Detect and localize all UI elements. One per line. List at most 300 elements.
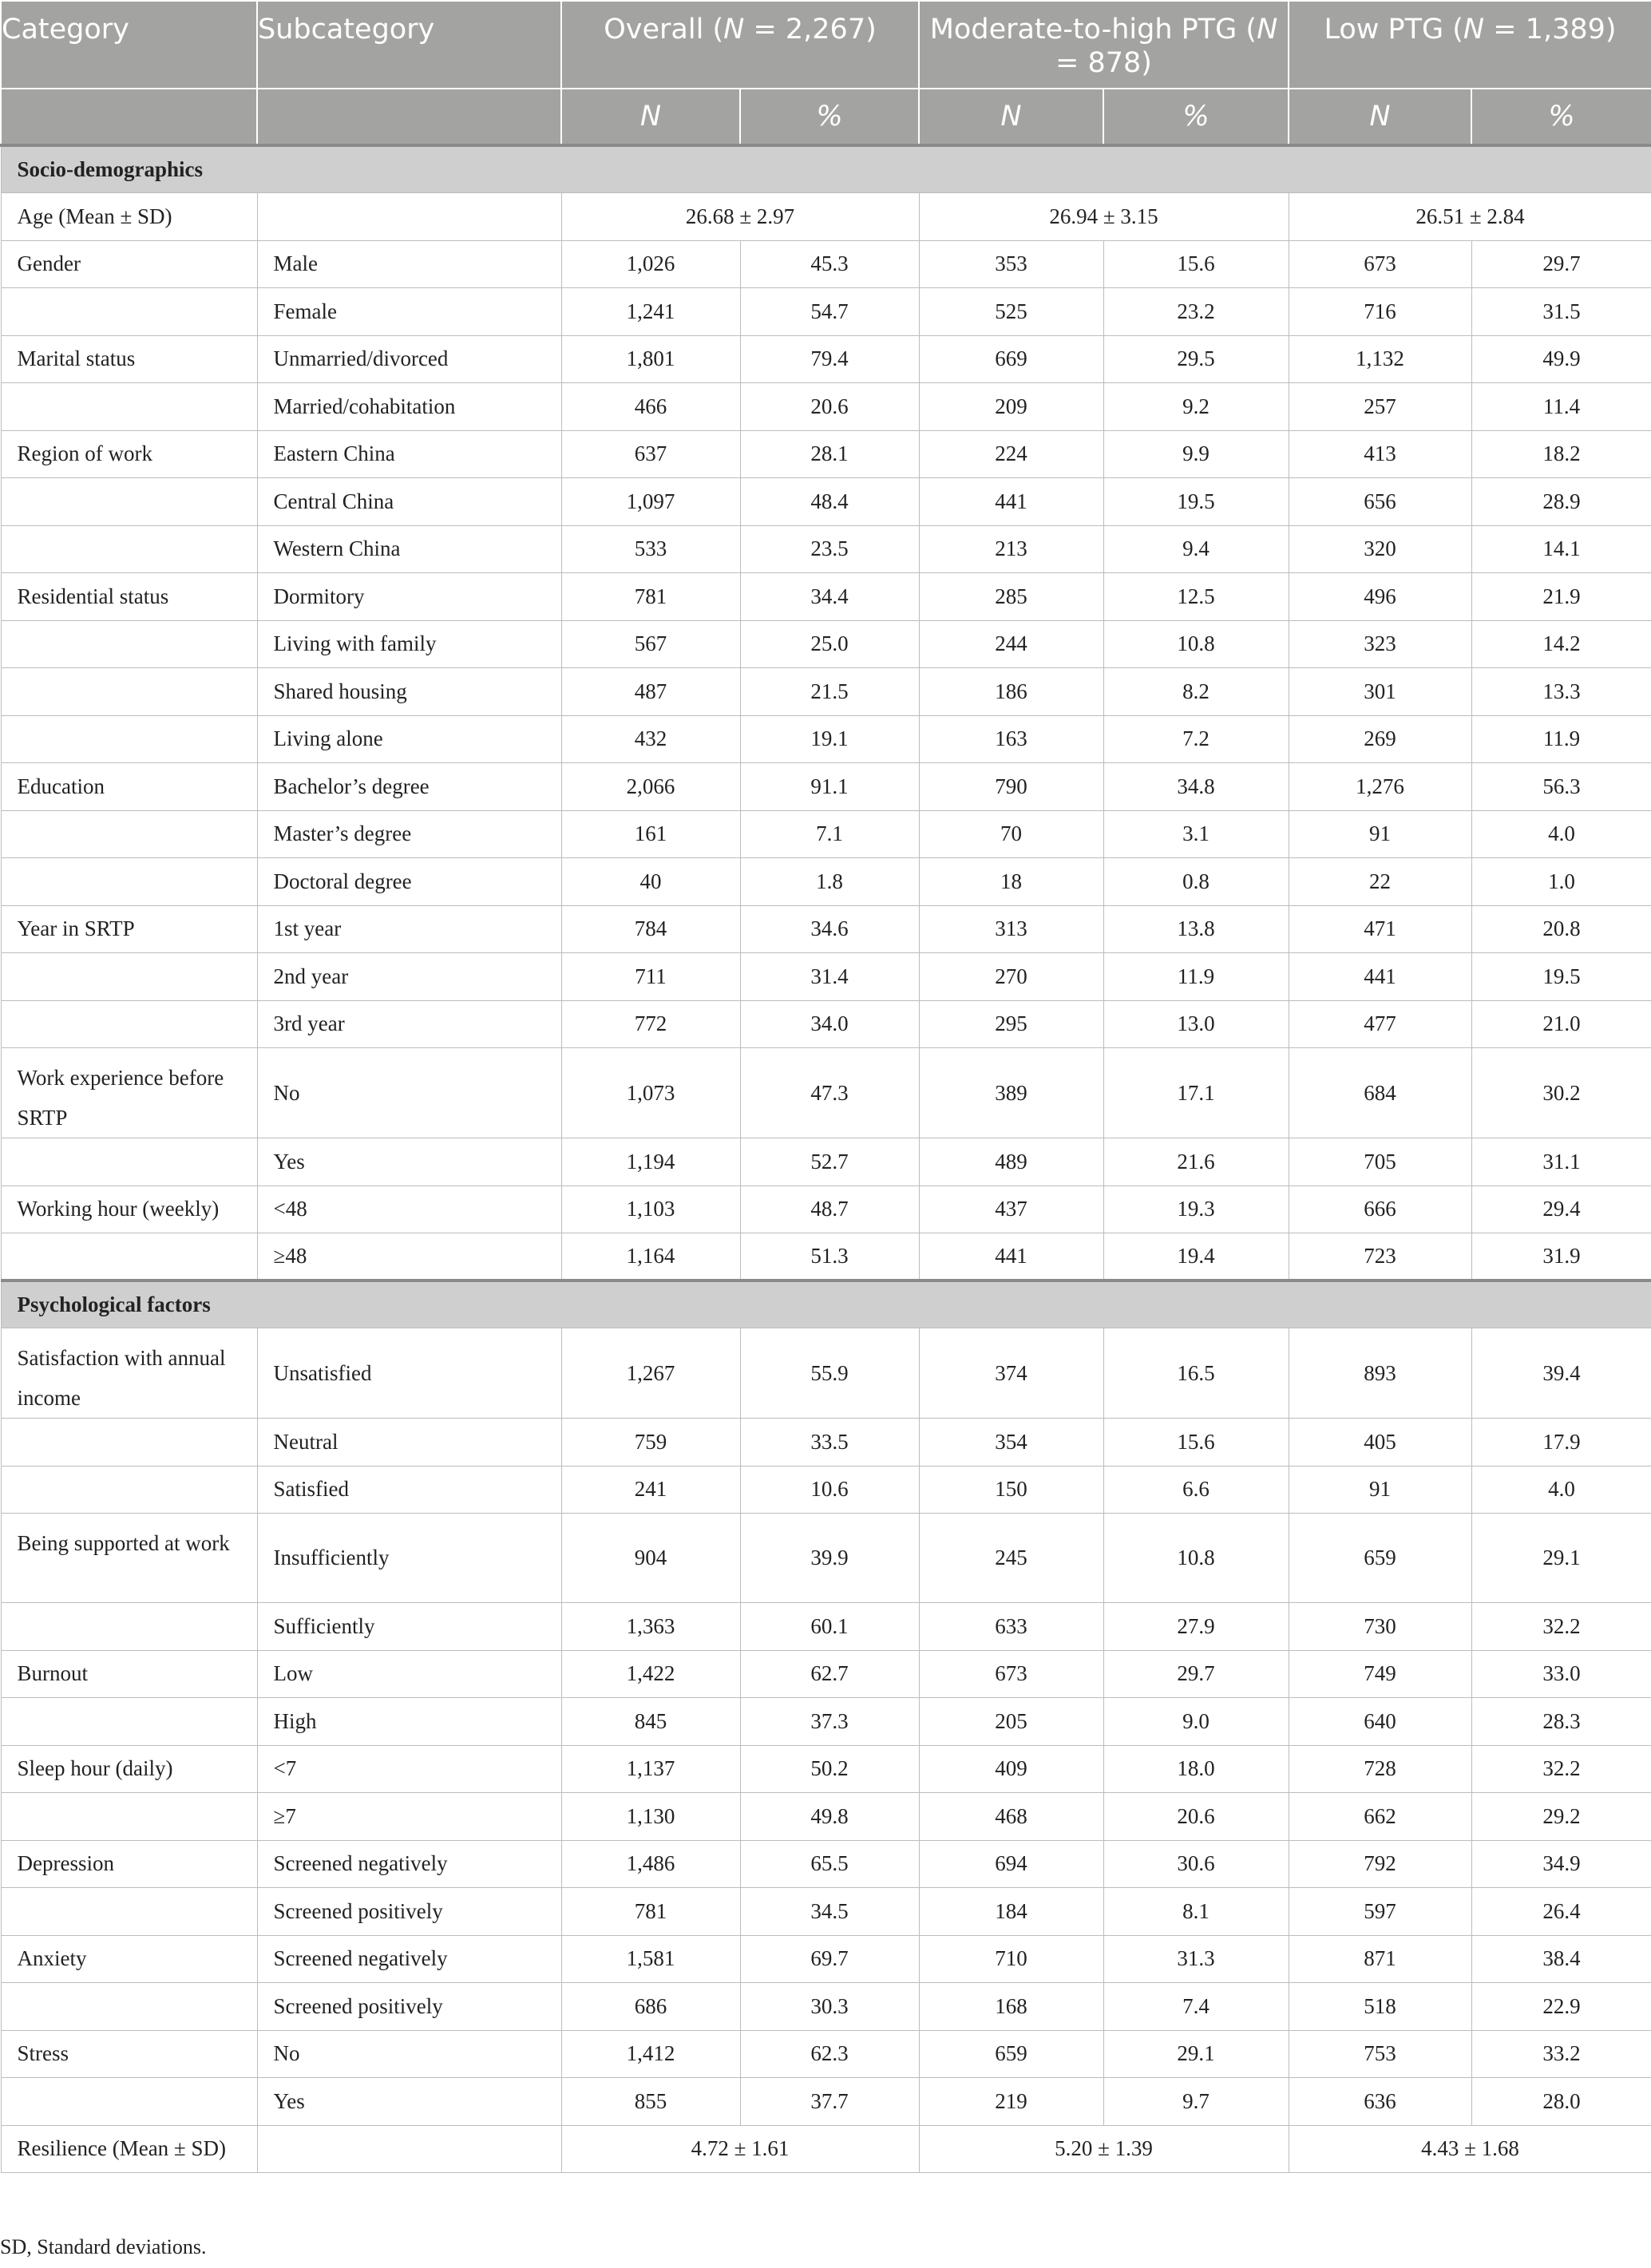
cell-moderate-high-percent: 8.2 [1103, 668, 1289, 716]
cell-moderate-high-n: 184 [919, 1888, 1103, 1936]
cell-subcategory: Master’s degree [257, 810, 561, 858]
cell-low-percent: 38.4 [1471, 1935, 1651, 1983]
cell-low-percent: 29.1 [1471, 1514, 1651, 1603]
cell-low-percent: 14.1 [1471, 525, 1651, 573]
section-row [1, 1280, 1651, 1328]
cell-category [1, 1466, 257, 1514]
table-row [1, 715, 1651, 763]
cell-low-percent: 19.5 [1471, 953, 1651, 1001]
cell-overall-percent: 79.4 [740, 335, 919, 383]
cell-subcategory: Female [257, 288, 561, 336]
cell-overall-percent: 49.8 [740, 1793, 919, 1841]
cell-overall-percent: 39.9 [740, 1514, 919, 1603]
header-low-ptg: Low PTG (N = 1,389) [1289, 1, 1651, 89]
cell-moderate-high-n: 389 [919, 1048, 1103, 1138]
cell-low-n: 477 [1289, 1000, 1471, 1048]
cell-overall-percent: 52.7 [740, 1138, 919, 1186]
cell-moderate-high-percent: 9.9 [1103, 430, 1289, 478]
cell-overall-percent: 19.1 [740, 715, 919, 763]
cell-overall-n: 784 [561, 905, 740, 953]
cell-category [1, 478, 257, 526]
resilience-overall: 4.72 ± 1.61 [561, 2125, 919, 2173]
cell-moderate-high-percent: 8.1 [1103, 1888, 1289, 1936]
cell-moderate-high-n: 694 [919, 1840, 1103, 1888]
table-row [1, 1745, 1651, 1793]
cell-category [1, 1000, 257, 1048]
cell-overall-percent: 30.3 [740, 1983, 919, 2031]
cell-subcategory: Sufficiently [257, 1603, 561, 1651]
cell-overall-percent: 48.7 [740, 1185, 919, 1233]
cell-overall-percent: 48.4 [740, 478, 919, 526]
cell-overall-n: 533 [561, 525, 740, 573]
cell-overall-percent: 34.4 [740, 573, 919, 621]
table-row [1, 525, 1651, 573]
cell-moderate-high-n: 186 [919, 668, 1103, 716]
cell-moderate-high-percent: 10.8 [1103, 1514, 1289, 1603]
cell-low-n: 1,276 [1289, 763, 1471, 811]
table-row [1, 288, 1651, 336]
cell-overall-n: 241 [561, 1466, 740, 1514]
cell-category: Residential status [1, 573, 257, 621]
table-row [1, 430, 1651, 478]
cell-overall-percent: 34.6 [740, 905, 919, 953]
cell-moderate-high-percent: 11.9 [1103, 953, 1289, 1001]
cell-overall-n: 1,267 [561, 1328, 740, 1419]
cell-low-percent: 26.4 [1471, 1888, 1651, 1936]
cell-low-n: 673 [1289, 240, 1471, 288]
cell-overall-n: 1,097 [561, 478, 740, 526]
cell-category [1, 620, 257, 668]
table-row [1, 1233, 1651, 1281]
cell-low-n: 662 [1289, 1793, 1471, 1841]
cell-low-n: 518 [1289, 1983, 1471, 2031]
table-row [1, 858, 1651, 906]
cell-moderate-high-percent: 15.6 [1103, 240, 1289, 288]
cell-overall-n: 1,103 [561, 1185, 740, 1233]
cell-moderate-high-percent: 21.6 [1103, 1138, 1289, 1186]
cell-overall-n: 1,164 [561, 1233, 740, 1281]
cell-overall-n: 781 [561, 573, 740, 621]
cell-moderate-high-n: 150 [919, 1466, 1103, 1514]
cell-subcategory: Yes [257, 2078, 561, 2126]
cell-low-n: 723 [1289, 1233, 1471, 1281]
cell-overall-percent: 45.3 [740, 240, 919, 288]
cell-moderate-high-n: 409 [919, 1745, 1103, 1793]
cell-low-n: 320 [1289, 525, 1471, 573]
empty-cell [257, 193, 561, 241]
table-row [1, 335, 1651, 383]
cell-moderate-high-n: 659 [919, 2030, 1103, 2078]
cell-overall-n: 772 [561, 1000, 740, 1048]
cell-overall-n: 40 [561, 858, 740, 906]
cell-low-percent: 28.3 [1471, 1698, 1651, 1746]
cell-moderate-high-n: 163 [919, 715, 1103, 763]
header-category: Category [1, 1, 257, 89]
cell-low-n: 323 [1289, 620, 1471, 668]
cell-low-n: 597 [1289, 1888, 1471, 1936]
cell-moderate-high-percent: 10.8 [1103, 620, 1289, 668]
header-n: N [1289, 89, 1471, 145]
resilience-label: Resilience (Mean ± SD) [1, 2125, 257, 2173]
cell-overall-percent: 69.7 [740, 1935, 919, 1983]
cell-moderate-high-n: 224 [919, 430, 1103, 478]
cell-low-n: 659 [1289, 1514, 1471, 1603]
cell-category: Anxiety [1, 1935, 257, 1983]
cell-overall-percent: 21.5 [740, 668, 919, 716]
cell-low-n: 666 [1289, 1185, 1471, 1233]
cell-moderate-high-percent: 7.2 [1103, 715, 1289, 763]
cell-category [1, 1888, 257, 1936]
cell-low-n: 871 [1289, 1935, 1471, 1983]
cell-subcategory: ≥48 [257, 1233, 561, 1281]
age-overall: 26.68 ± 2.97 [561, 193, 919, 241]
table-row [1, 1419, 1651, 1466]
cell-low-percent: 49.9 [1471, 335, 1651, 383]
cell-overall-n: 711 [561, 953, 740, 1001]
cell-overall-n: 1,137 [561, 1745, 740, 1793]
cell-subcategory: 2nd year [257, 953, 561, 1001]
cell-overall-percent: 10.6 [740, 1466, 919, 1514]
table-row [1, 240, 1651, 288]
cell-category: Sleep hour (daily) [1, 1745, 257, 1793]
cell-subcategory: Unmarried/divorced [257, 335, 561, 383]
cell-low-n: 301 [1289, 668, 1471, 716]
header-empty [1, 89, 257, 145]
cell-low-n: 471 [1289, 905, 1471, 953]
cell-low-n: 257 [1289, 383, 1471, 431]
cell-subcategory: Screened positively [257, 1983, 561, 2031]
cell-subcategory: No [257, 2030, 561, 2078]
cell-subcategory: Western China [257, 525, 561, 573]
cell-moderate-high-n: 710 [919, 1935, 1103, 1983]
cell-category [1, 715, 257, 763]
table-row [1, 1793, 1651, 1841]
cell-subcategory: Insufficiently [257, 1514, 561, 1603]
cell-low-percent: 11.4 [1471, 383, 1651, 431]
cell-low-percent: 4.0 [1471, 810, 1651, 858]
cell-moderate-high-n: 270 [919, 953, 1103, 1001]
cell-category: Satisfaction with annual income [1, 1328, 257, 1419]
cell-moderate-high-n: 313 [919, 905, 1103, 953]
cell-overall-percent: 37.7 [740, 2078, 919, 2126]
cell-moderate-high-percent: 7.4 [1103, 1983, 1289, 2031]
cell-subcategory: Screened positively [257, 1888, 561, 1936]
cell-overall-n: 161 [561, 810, 740, 858]
cell-low-n: 636 [1289, 2078, 1471, 2126]
cell-category [1, 2078, 257, 2126]
cell-low-percent: 18.2 [1471, 430, 1651, 478]
cell-moderate-high-percent: 15.6 [1103, 1419, 1289, 1466]
table-row [1, 1840, 1651, 1888]
cell-subcategory: Eastern China [257, 430, 561, 478]
table-row [1, 1000, 1651, 1048]
cell-moderate-high-percent: 29.5 [1103, 335, 1289, 383]
section-socio-demographics: Socio-demographics [1, 145, 1651, 193]
cell-moderate-high-percent: 9.7 [1103, 2078, 1289, 2126]
cell-moderate-high-n: 669 [919, 335, 1103, 383]
resilience-low: 4.43 ± 1.68 [1289, 2125, 1651, 2173]
cell-moderate-high-n: 285 [919, 573, 1103, 621]
cell-category: Education [1, 763, 257, 811]
cell-overall-n: 686 [561, 1983, 740, 2031]
table-row [1, 810, 1651, 858]
table-row [1, 620, 1651, 668]
cell-moderate-high-n: 525 [919, 288, 1103, 336]
cell-low-n: 640 [1289, 1698, 1471, 1746]
resilience-moderate-high: 5.20 ± 1.39 [919, 2125, 1289, 2173]
cell-overall-percent: 47.3 [740, 1048, 919, 1138]
table-row [1, 1888, 1651, 1936]
table-row [1, 1328, 1651, 1419]
age-low: 26.51 ± 2.84 [1289, 193, 1651, 241]
table-row [1, 2078, 1651, 2126]
cell-low-percent: 29.7 [1471, 240, 1651, 288]
table-body [1, 145, 1651, 2173]
cell-moderate-high-percent: 23.2 [1103, 288, 1289, 336]
cell-moderate-high-percent: 19.3 [1103, 1185, 1289, 1233]
cell-category [1, 1793, 257, 1841]
table-row [1, 1935, 1651, 1983]
cell-category: Being supported at work [1, 1514, 257, 1603]
cell-category [1, 1698, 257, 1746]
cell-low-percent: 20.8 [1471, 905, 1651, 953]
header-empty [257, 89, 561, 145]
cell-moderate-high-n: 468 [919, 1793, 1103, 1841]
cell-low-n: 91 [1289, 810, 1471, 858]
cell-moderate-high-n: 437 [919, 1185, 1103, 1233]
cell-subcategory: Neutral [257, 1419, 561, 1466]
cell-subcategory: <7 [257, 1745, 561, 1793]
cell-low-n: 22 [1289, 858, 1471, 906]
section-psychological-factors: Psychological factors [1, 1280, 1651, 1328]
header-n: N [919, 89, 1103, 145]
cell-moderate-high-n: 489 [919, 1138, 1103, 1186]
cell-category [1, 1419, 257, 1466]
cell-low-percent: 22.9 [1471, 1983, 1651, 2031]
cell-overall-percent: 23.5 [740, 525, 919, 573]
cell-overall-percent: 34.0 [740, 1000, 919, 1048]
cell-moderate-high-n: 18 [919, 858, 1103, 906]
cell-overall-percent: 34.5 [740, 1888, 919, 1936]
cell-overall-percent: 65.5 [740, 1840, 919, 1888]
cell-moderate-high-n: 209 [919, 383, 1103, 431]
cell-low-n: 91 [1289, 1466, 1471, 1514]
cell-category: Marital status [1, 335, 257, 383]
cell-low-percent: 31.5 [1471, 288, 1651, 336]
cell-overall-n: 1,363 [561, 1603, 740, 1651]
header-overall: Overall (N = 2,267) [561, 1, 919, 89]
cell-moderate-high-percent: 20.6 [1103, 1793, 1289, 1841]
cell-subcategory: Unsatisfied [257, 1328, 561, 1419]
cell-moderate-high-percent: 13.8 [1103, 905, 1289, 953]
cell-subcategory: Yes [257, 1138, 561, 1186]
cell-moderate-high-percent: 31.3 [1103, 1935, 1289, 1983]
cell-subcategory: Shared housing [257, 668, 561, 716]
cell-low-percent: 32.2 [1471, 1745, 1651, 1793]
cell-low-n: 730 [1289, 1603, 1471, 1651]
cell-low-percent: 29.4 [1471, 1185, 1651, 1233]
table-row [1, 1048, 1651, 1138]
cell-low-n: 753 [1289, 2030, 1471, 2078]
cell-subcategory: Central China [257, 478, 561, 526]
table-row [1, 953, 1651, 1001]
footnote: SD, Standard deviations. [0, 2235, 207, 2258]
cell-low-percent: 17.9 [1471, 1419, 1651, 1466]
cell-overall-percent: 28.1 [740, 430, 919, 478]
cell-low-percent: 29.2 [1471, 1793, 1651, 1841]
cell-overall-percent: 33.5 [740, 1419, 919, 1466]
table-row [1, 1983, 1651, 2031]
table-row [1, 573, 1651, 621]
cell-subcategory: Married/cohabitation [257, 383, 561, 431]
cell-category: Year in SRTP [1, 905, 257, 953]
cell-moderate-high-n: 441 [919, 1233, 1103, 1281]
cell-low-n: 893 [1289, 1328, 1471, 1419]
cell-category: Depression [1, 1840, 257, 1888]
cell-low-n: 269 [1289, 715, 1471, 763]
cell-moderate-high-n: 244 [919, 620, 1103, 668]
cell-low-percent: 56.3 [1471, 763, 1651, 811]
cell-overall-percent: 55.9 [740, 1328, 919, 1419]
cell-category [1, 668, 257, 716]
cell-low-n: 684 [1289, 1048, 1471, 1138]
cell-low-n: 705 [1289, 1138, 1471, 1186]
table-row [1, 2030, 1651, 2078]
table-row [1, 905, 1651, 953]
cell-overall-percent: 37.3 [740, 1698, 919, 1746]
cell-low-n: 728 [1289, 1745, 1471, 1793]
cell-overall-n: 781 [561, 1888, 740, 1936]
table-row [1, 1698, 1651, 1746]
cell-low-percent: 21.9 [1471, 573, 1651, 621]
cell-moderate-high-n: 790 [919, 763, 1103, 811]
cell-overall-n: 2,066 [561, 763, 740, 811]
cell-overall-n: 759 [561, 1419, 740, 1466]
cell-moderate-high-percent: 12.5 [1103, 573, 1289, 621]
section-row [1, 145, 1651, 193]
cell-low-percent: 32.2 [1471, 1603, 1651, 1651]
table-header [1, 1, 1651, 145]
cell-moderate-high-n: 353 [919, 240, 1103, 288]
cell-moderate-high-percent: 29.1 [1103, 2030, 1289, 2078]
cell-low-percent: 34.9 [1471, 1840, 1651, 1888]
cell-overall-percent: 7.1 [740, 810, 919, 858]
cell-category [1, 288, 257, 336]
cell-low-n: 441 [1289, 953, 1471, 1001]
cell-moderate-high-percent: 17.1 [1103, 1048, 1289, 1138]
cell-category: Burnout [1, 1650, 257, 1698]
header-percent: % [1471, 89, 1651, 145]
cell-moderate-high-percent: 19.5 [1103, 478, 1289, 526]
cell-overall-percent: 20.6 [740, 383, 919, 431]
table-row [1, 668, 1651, 716]
cell-low-n: 749 [1289, 1650, 1471, 1698]
table-row [1, 1185, 1651, 1233]
cell-low-percent: 28.0 [1471, 2078, 1651, 2126]
table-row [1, 1466, 1651, 1514]
cell-category [1, 1983, 257, 2031]
header-subcategory: Subcategory [257, 1, 561, 89]
cell-low-percent: 21.0 [1471, 1000, 1651, 1048]
cell-overall-n: 1,194 [561, 1138, 740, 1186]
cell-overall-n: 1,412 [561, 2030, 740, 2078]
cell-overall-percent: 60.1 [740, 1603, 919, 1651]
cell-moderate-high-percent: 9.2 [1103, 383, 1289, 431]
cell-category [1, 383, 257, 431]
cell-category: Gender [1, 240, 257, 288]
cell-moderate-high-n: 633 [919, 1603, 1103, 1651]
cell-overall-n: 567 [561, 620, 740, 668]
cell-overall-percent: 31.4 [740, 953, 919, 1001]
table-row [1, 1514, 1651, 1603]
cell-overall-n: 1,026 [561, 240, 740, 288]
cell-overall-percent: 51.3 [740, 1233, 919, 1281]
cell-moderate-high-percent: 9.0 [1103, 1698, 1289, 1746]
cell-low-percent: 14.2 [1471, 620, 1651, 668]
cell-subcategory: Living alone [257, 715, 561, 763]
cell-low-percent: 13.3 [1471, 668, 1651, 716]
cell-moderate-high-n: 374 [919, 1328, 1103, 1419]
cell-overall-n: 1,130 [561, 1793, 740, 1841]
cell-moderate-high-n: 205 [919, 1698, 1103, 1746]
cell-overall-n: 1,073 [561, 1048, 740, 1138]
cell-low-percent: 33.0 [1471, 1650, 1651, 1698]
cell-overall-n: 1,422 [561, 1650, 740, 1698]
cell-moderate-high-percent: 9.4 [1103, 525, 1289, 573]
cell-subcategory: High [257, 1698, 561, 1746]
cell-moderate-high-percent: 29.7 [1103, 1650, 1289, 1698]
cell-subcategory: Male [257, 240, 561, 288]
table-row [1, 1650, 1651, 1698]
cell-moderate-high-n: 245 [919, 1514, 1103, 1603]
cell-low-percent: 28.9 [1471, 478, 1651, 526]
cell-subcategory: Low [257, 1650, 561, 1698]
cell-category [1, 810, 257, 858]
cell-low-percent: 31.9 [1471, 1233, 1651, 1281]
cell-low-percent: 31.1 [1471, 1138, 1651, 1186]
cell-moderate-high-percent: 13.0 [1103, 1000, 1289, 1048]
cell-overall-n: 487 [561, 668, 740, 716]
cell-category: Work experience before SRTP [1, 1048, 257, 1138]
cell-subcategory: Screened negatively [257, 1840, 561, 1888]
cell-low-percent: 1.0 [1471, 858, 1651, 906]
cell-moderate-high-n: 441 [919, 478, 1103, 526]
cell-overall-percent: 91.1 [740, 763, 919, 811]
cell-overall-percent: 50.2 [740, 1745, 919, 1793]
cell-category: Region of work [1, 430, 257, 478]
empty-cell [257, 2125, 561, 2173]
table-row [1, 478, 1651, 526]
table-row [1, 383, 1651, 431]
cell-overall-n: 1,486 [561, 1840, 740, 1888]
cell-subcategory: No [257, 1048, 561, 1138]
resilience-row [1, 2125, 1651, 2173]
cell-overall-n: 466 [561, 383, 740, 431]
cell-low-n: 405 [1289, 1419, 1471, 1466]
cell-overall-n: 904 [561, 1514, 740, 1603]
cell-moderate-high-percent: 3.1 [1103, 810, 1289, 858]
cell-moderate-high-percent: 19.4 [1103, 1233, 1289, 1281]
age-moderate-high: 26.94 ± 3.15 [919, 193, 1289, 241]
cell-subcategory: Screened negatively [257, 1935, 561, 1983]
cell-overall-n: 1,241 [561, 288, 740, 336]
cell-overall-n: 432 [561, 715, 740, 763]
cell-low-percent: 4.0 [1471, 1466, 1651, 1514]
cell-low-percent: 39.4 [1471, 1328, 1651, 1419]
cell-moderate-high-n: 168 [919, 1983, 1103, 2031]
header-percent: % [1103, 89, 1289, 145]
cell-subcategory: Living with family [257, 620, 561, 668]
